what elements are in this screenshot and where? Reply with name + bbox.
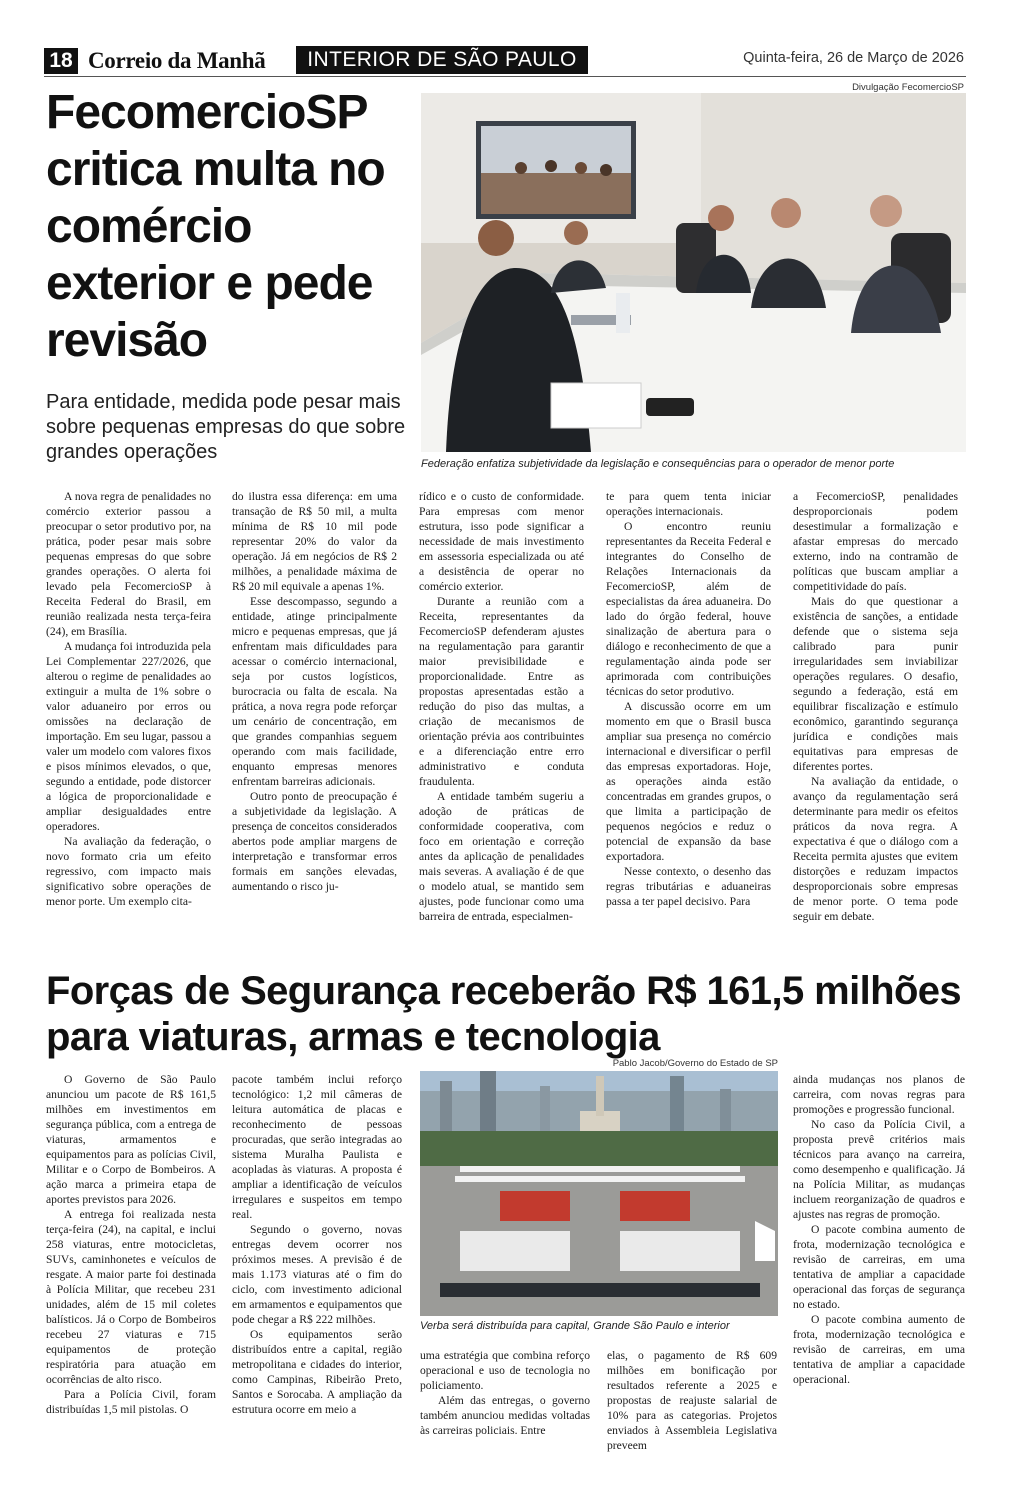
article1-paragraph: rídico e o custo de conformidade. Para empresas com menor estrutura, isso pode significar a necessidade de mais investimento em assessoria especializada ou até a desistência de operar no comércio exterior.: [419, 490, 584, 593]
article2-column-3: [420, 1348, 590, 1453]
section-banner: INTERIOR DE SÃO PAULO: [296, 46, 588, 74]
article1-headline: FecomercioSP critica multa no comércio exterior e pede revisão: [46, 86, 385, 367]
article1-paragraph: Outro ponto de preocupação é a subjetividade da legislação. A presença de conceitos considerados abertos pode ampliar margens de interpretação e transformar erros formais em sanções elevadas, aumentando o risco ju-: [232, 790, 397, 893]
article1-paragraph: te para quem tenta iniciar operações internacionais.: [606, 490, 771, 518]
article2-photo-credit: Pablo Jacob/Governo do Estado de SP: [612, 1058, 778, 1069]
article1-paragraph: Na avaliação da federação, o novo formato cria um efeito regressivo, com impacto mais significativo sobre operações de menor porte. Um exemplo cita-: [46, 835, 211, 908]
article1-photo-credit: Divulgação FecomercioSP: [852, 82, 964, 93]
article2-paragraph: Os equipamentos serão distribuídos entre a capital, região metropolitana e cidades do interior, como Campinas, Ribeirão Preto, Santos e Sorocaba. A ampliação da estrutura ocorre em meio a: [232, 1328, 402, 1416]
meeting-photo-illustration: [421, 93, 966, 452]
article1-paragraph: O encontro reuniu representantes da Receita Federal e integrantes do Conselho de Relações Internacionais da FecomercioSP, além de especialistas da área aduaneira. Do lado do órgão federal, houve sinalização de abertura para o diálogo e reconhecimento de que a regulamentação ainda pode ser aprimorada com contribuições técnicas do setor produtivo.: [606, 520, 771, 698]
article2-paragraph: elas, o pagamento de R$ 609 milhões em bonificação por resultados referente a 2025 e propostas de reajuste salarial de 10% para as categorias. Projetos enviados à Assembleia Legislativa preveem: [607, 1349, 777, 1452]
article1-subhead: Para entidade, medida pode pesar mais sobre pequenas empresas do que sobre grandes operações: [46, 391, 406, 463]
article2-headline: Forças de Segurança receberão R$ 161,5 milhões para viaturas, armas e tecnologia: [46, 969, 962, 1059]
meeting-photo: [421, 93, 966, 452]
article2-paragraph: Segundo o governo, novas entregas devem ocorrer nos próximos meses. A previsão é de mais 1.173 viaturas até o fim do ciclo, com investimento adicional em armamentos e equipamentos que pode chegar a R$ 222 milhões.: [232, 1223, 402, 1326]
article1-paragraph: a FecomercioSP, penalidades desproporcionais podem desestimular a formalização e afastar empresas do mercado externo, indo na contramão de políticas que buscam ampliar a competitividade do país.: [793, 490, 958, 593]
article2-column-4: [607, 1348, 777, 1453]
article2-column-1: [46, 1072, 216, 1452]
article2-paragraph: Além das entregas, o governo também anunciou medidas voltadas às carreiras policiais. Entre: [420, 1394, 590, 1437]
article2-paragraph: A entrega foi realizada nesta terça-feira (24), na capital, e inclui 258 viaturas, entre motocicletas, SUVs, caminhonetes e veículos de resgate. A maior parte foi destinada à Polícia Militar, que recebeu 231 unidades, além de 15 mil coletes balísticos. Já o Corpo de Bombeiros recebeu 27 viaturas e 715 equipamentos de proteção respiratória para atuação em ocorrências de alto risco.: [46, 1208, 216, 1386]
article2-paragraph: O Governo de São Paulo anunciou um pacote de R$ 161,5 milhões em investimentos em segurança pública, com a entrega de viaturas, armamentos e equipamentos para as polícias Civil, Militar e o Corpo de Bombeiros. A ação marca a primeira etapa de aportes previstos para 2026.: [46, 1073, 216, 1206]
article1-paragraph: Mais do que questionar a existência de sanções, a entidade defende que o sistema seja calibrado para punir irregularidades sem inviabilizar operações regulares. O desafio, segundo a federação, está em equilibrar fiscalização e estímulo econômico, garantindo segurança jurídica e condições mais equitativas para empresas de diferentes portes.: [793, 595, 958, 773]
article2-paragraph: pacote também inclui reforço tecnológico: 1,2 mil câmeras de leitura automática de placas e reconhecimento de pessoas procuradas, que serão integradas ao sistema Muralha Paulista e acopladas às viaturas. A proposta é ampliar a identificação de veículos irregulares e suspeitos em tempo real.: [232, 1073, 402, 1221]
article1-paragraph: Esse descompasso, segundo a entidade, atinge principalmente micro e pequenas empresas, que já enfrentam mais dificuldades para acessar o comércio internacional, seja por custos logísticos, burocracia ou falta de escala. Na prática, a nova regra pode reforçar um cenário de concentração, em que grandes companhias seguem operando com mais facilidade, enquanto empresas menores enfrentam barreiras adicionais.: [232, 595, 397, 788]
article1-column-3: [419, 489, 584, 944]
masthead: Correio da Manhã: [88, 48, 266, 73]
article1-column-5: [793, 489, 958, 944]
article1-paragraph: A discussão ocorre em um momento em que o Brasil busca ampliar sua presença no comércio internacional e diversificar o perfil das empresas exportadoras. Hoje, as operações ainda estão concentradas em grandes grupos, o que limita a participação de pequenos negócios e reduz o potencial de expansão da base exportadora.: [606, 700, 771, 863]
article2-paragraph: O pacote combina aumento de frota, modernização tecnológica e revisão de carreiras, em uma tentativa de ampliar a capacidade operacional das forças de segurança no estado.: [793, 1223, 965, 1311]
article2-paragraph: Para a Polícia Civil, foram distribuídas 1,5 mil pistolas. O: [46, 1388, 216, 1416]
article1-paragraph: A nova regra de penalidades no comércio exterior passou a preocupar o setor produtivo por, na prática, poder pesar mais sobre pequenas empresas do que sobre grandes operações. O alerta foi levado pela FecomercioSP à Receita Federal do Brasil, em reunião realizada nesta terça-feira (24), em Brasília.: [46, 490, 211, 638]
article2-paragraph: No caso da Polícia Civil, a proposta prevê critérios mais técnicos para avanço na carreira, como desempenho e qualificação. Já na Polícia Militar, as mudanças incluem reorganização de quadros e ajustes nas regras de promoção.: [793, 1118, 965, 1221]
article2-paragraph: ainda mudanças nos planos de carreira, com novas regras para promoções e progressão funcional.: [793, 1073, 965, 1116]
article1-paragraph: A mudança foi introduzida pela Lei Complementar 227/2026, que alterou o regime de penalidades ao extinguir a multa de 1% sobre o valor aduaneiro por erros ou omissões na declaração de importação. Em seu lugar, passou a valer um modelo com valores fixos e pisos mínimos elevados, o que, segundo a entidade, pode distorcer a lógica de proporcionalidade e ampliar desigualdades entre operadores.: [46, 640, 211, 833]
article2-caption: Verba será distribuída para capital, Grande São Paulo e interior: [420, 1320, 730, 1332]
article1-column-2: [232, 489, 397, 944]
article1-column-4: [606, 489, 771, 944]
article1-paragraph: do ilustra essa diferença: em uma transação de R$ 50 mil, a multa mínima de R$ 10 mil pode representar 20% do valor da operação. Já em negócios de R$ 2 milhões, a penalidade máxima de R$ 20 mil equivale a apenas 1%.: [232, 490, 397, 593]
issue-date: Quinta-feira, 26 de Março de 2026: [743, 50, 964, 66]
article1-paragraph: Durante a reunião com a Receita, representantes da FecomercioSP defenderam ajustes na regulamentação para garantir maior previsibilidade e proporcionalidade. Entre as propostas apresentadas estão a redução do piso das multas, a criação de mecanismos de orientação prévia aos contribuintes e a diferenciação entre erro administrativo e conduta fraudulenta.: [419, 595, 584, 788]
article2-column-5: [793, 1072, 965, 1457]
page-number: 18: [44, 48, 78, 74]
article1-paragraph: Na avaliação da entidade, o avanço da regulamentação será determinante para medir os efeitos práticos da nova regra. A expectativa é que o diálogo com a Receita permita ajustes que evitem distorções e reduzam impactos desproporcionais sobre empresas de menor porte. O tema pode seguir em debate.: [793, 775, 958, 923]
article1-column-1: [46, 489, 211, 944]
vehicle-fleet-photo: [420, 1071, 778, 1316]
article1-paragraph: A entidade também sugeriu a adoção de práticas de conformidade cooperativa, com foco em orientação e correção antes da aplicação de penalidades mais severas. A avaliação é de que o modelo atual, se mantido sem ajustes, pode funcionar como uma barreira de entrada, especialmen-: [419, 790, 584, 923]
article2-paragraph: O pacote combina aumento de frota, modernização tecnológica e revisão de carreiras, em uma tentativa de ampliar a capacidade operacional.: [793, 1313, 965, 1386]
article1-caption: Federação enfatiza subjetividade da legislação e consequências para o operador de menor porte: [421, 458, 895, 470]
article1-paragraph: Nesse contexto, o desenho das regras tributárias e aduaneiras passa a ter papel decisivo. Para: [606, 865, 771, 908]
vehicle-fleet-illustration: [420, 1071, 778, 1316]
article2-column-2: [232, 1072, 402, 1452]
article2-paragraph: uma estratégia que combina reforço operacional e uso de tecnologia no policiamento.: [420, 1349, 590, 1392]
header-divider: [44, 76, 966, 77]
